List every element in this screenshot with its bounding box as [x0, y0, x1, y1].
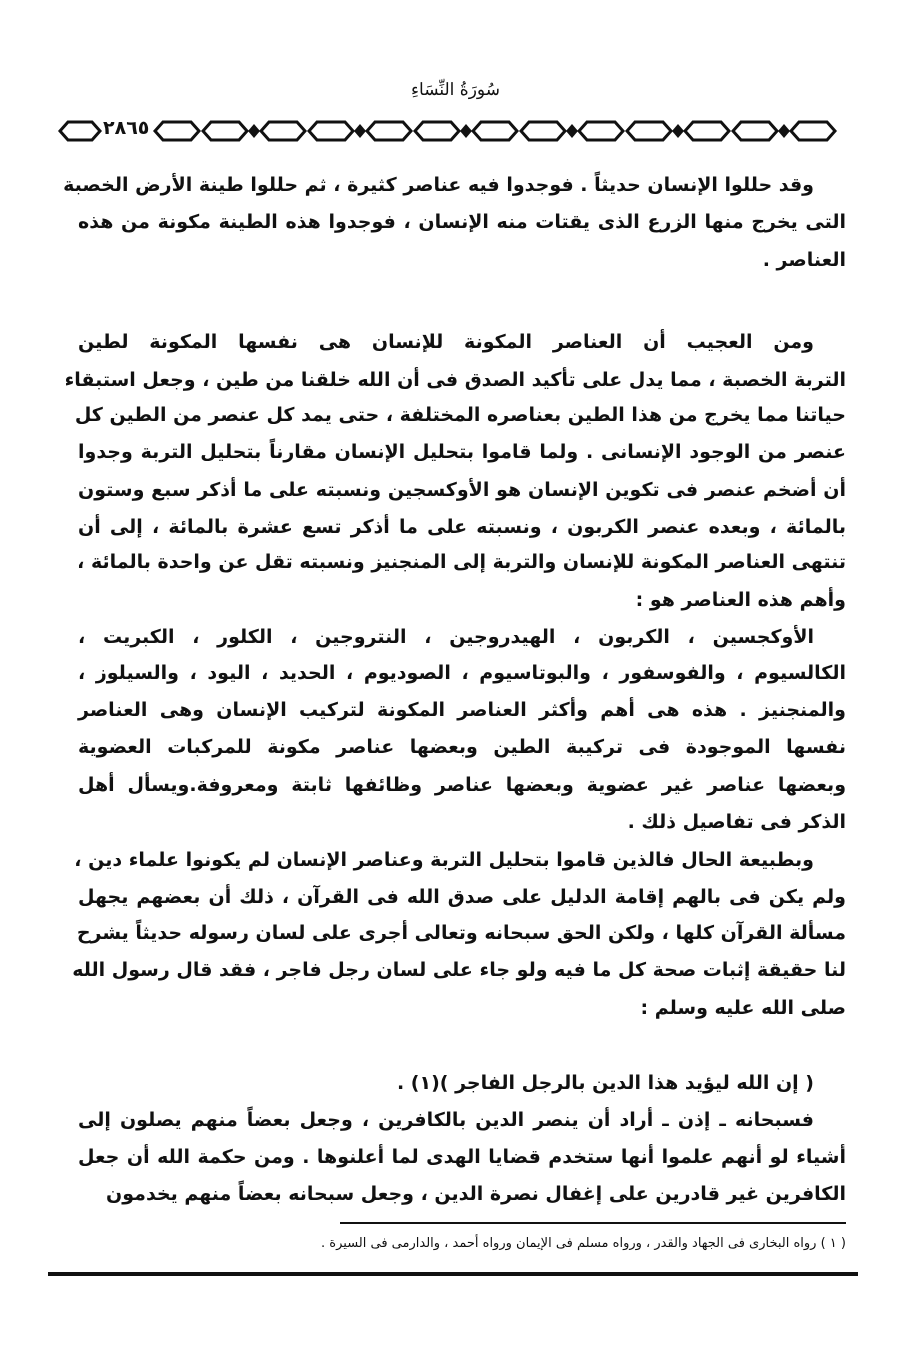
chain-link — [473, 122, 517, 140]
chain-diamond — [248, 124, 260, 138]
text-line: التى يخرج منها الزرع الذى يقتات منه الإنسان ، فوجدوا هذه الطينة مكونة من هذه — [78, 211, 846, 233]
chain-link — [579, 122, 623, 140]
surah-title: سُورَةُ النِّسَاءِ — [411, 80, 500, 100]
chain-link — [203, 122, 247, 140]
chain-diamond — [460, 124, 472, 138]
text-line: العناصر . — [762, 249, 846, 271]
chain-diamond — [354, 124, 366, 138]
text-line: وبعضها عناصر غير عضوية وبعضها عناصر وظائفها ثابتة ومعروفة.ويسأل أهل — [78, 774, 846, 796]
ornamental-border — [55, 118, 855, 144]
text-line: أشياء لو أنهم علموا أنها ستخدم قضايا الهدى لما أعلنوها . ومن حكمة الله أن جعل — [78, 1146, 846, 1168]
chain-link — [415, 122, 459, 140]
text-line: مسألة القرآن كلها ، ولكن الحق سبحانه وتعالى أجرى على لسان رسوله حديثاً يشرح — [76, 922, 846, 944]
text-line: بالمائة ، وبعده عنصر الكربون ، ونسبته على ما أذكر تسع عشرة بالمائة ، إلى أن — [78, 516, 846, 538]
text-line: حياتنا مما يخرج من هذا الطين بعناصره المختلفة ، حتى يمد كل عنصر من الطين كل — [74, 404, 846, 426]
text-line: الأوكجسين ، الكربون ، الهيدروجين ، النتروجين ، الكلور ، الكبريت ، — [78, 626, 814, 648]
chain-diamond — [566, 124, 578, 138]
text-line: ( إن الله ليؤيد هذا الدين بالرجل الفاجر )(١) . — [396, 1072, 814, 1094]
text-line: التربة الخصبة ، مما يدل على تأكيد الصدق فى أن الله خلقنا من طين ، وجعل استبقاء — [64, 369, 846, 391]
chain-link — [685, 122, 729, 140]
text-line: عنصر من الوجود الإنسانى . ولما قاموا بتحليل الإنسان مقارناً بتحليل التربة وجدوا — [78, 441, 846, 463]
text-line: وبطبيعة الحال فالذين قاموا بتحليل التربة وعناصر الإنسان لم يكونوا علماء دين ، — [74, 849, 814, 871]
chain-link — [791, 122, 835, 140]
bottom-rule — [48, 1272, 858, 1276]
text-line: أن أضخم عنصر فى تكوين الإنسان هو الأوكسجين ونسبته على ما أذكر سبع وستون — [78, 479, 846, 501]
text-line: وأهم هذه العناصر هو : — [635, 589, 846, 611]
chain-link — [733, 122, 777, 140]
chain-link — [261, 122, 305, 140]
chain-link — [627, 122, 671, 140]
text-line: ومن العجيب أن العناصر المكونة للإنسان هى نفسها المكونة لطين — [78, 331, 814, 353]
text-line: ولم يكن فى بالهم إقامة الدليل على صدق الله فى القرآن ، ذلك أن بعضهم يجهل — [78, 886, 846, 908]
text-line: الذكر فى تفاصيل ذلك . — [627, 811, 846, 833]
text-line: لنا حقيقة إثبات صحة كل ما فيه ولو جاء على لسان رجل فاجر ، فقد قال رسول الله — [72, 959, 846, 981]
page-number: ٢٨٦٥ — [103, 117, 150, 139]
text-line: وقد حللوا الإنسان حديثاً . فوجدوا فيه عناصر كثيرة ، ثم حللوا طينة الأرض الخصبة — [63, 174, 814, 196]
chain-link — [521, 122, 565, 140]
chain-link — [155, 122, 199, 140]
footnote-divider — [340, 1222, 846, 1224]
text-line: الكافرين غير قادرين على إغفال نصرة الدين ، وجعل سبحانه بعضاً منهم يخدمون — [106, 1183, 846, 1205]
text-line: الكالسيوم ، والفوسفور ، والبوتاسيوم ، الصوديوم ، الحديد ، اليود ، والسيلوز ، — [78, 662, 846, 684]
text-line: صلى الله عليه وسلم : — [640, 997, 846, 1019]
text-line: فسبحانه ـ إذن ـ أراد أن ينصر الدين بالكافرين ، وجعل بعضاً منهم يصلون إلى — [78, 1109, 814, 1131]
chain-link — [309, 122, 353, 140]
text-line: والمنجنيز . هذه هى أهم وأكثر العناصر المكونة لتركيب الإنسان وهى العناصر — [78, 699, 846, 721]
chain-diamond — [778, 124, 790, 138]
chain-link — [367, 122, 411, 140]
chain-link — [60, 122, 100, 140]
footnote: ( ١ ) رواه البخارى فى الجهاد والقدر ، ورواه مسلم فى الإيمان ورواه أحمد ، والدارمى فى السيرة . — [321, 1236, 846, 1251]
text-line: نفسها الموجودة فى تركيبة الطين وبعضها عناصر مكونة للمركبات العضوية — [78, 736, 846, 758]
chain-diamond — [672, 124, 684, 138]
text-line: تنتهى العناصر المكونة للإنسان والتربة إلى المنجنيز ونسبته تقل عن واحدة بالمائة ، — [77, 551, 846, 573]
